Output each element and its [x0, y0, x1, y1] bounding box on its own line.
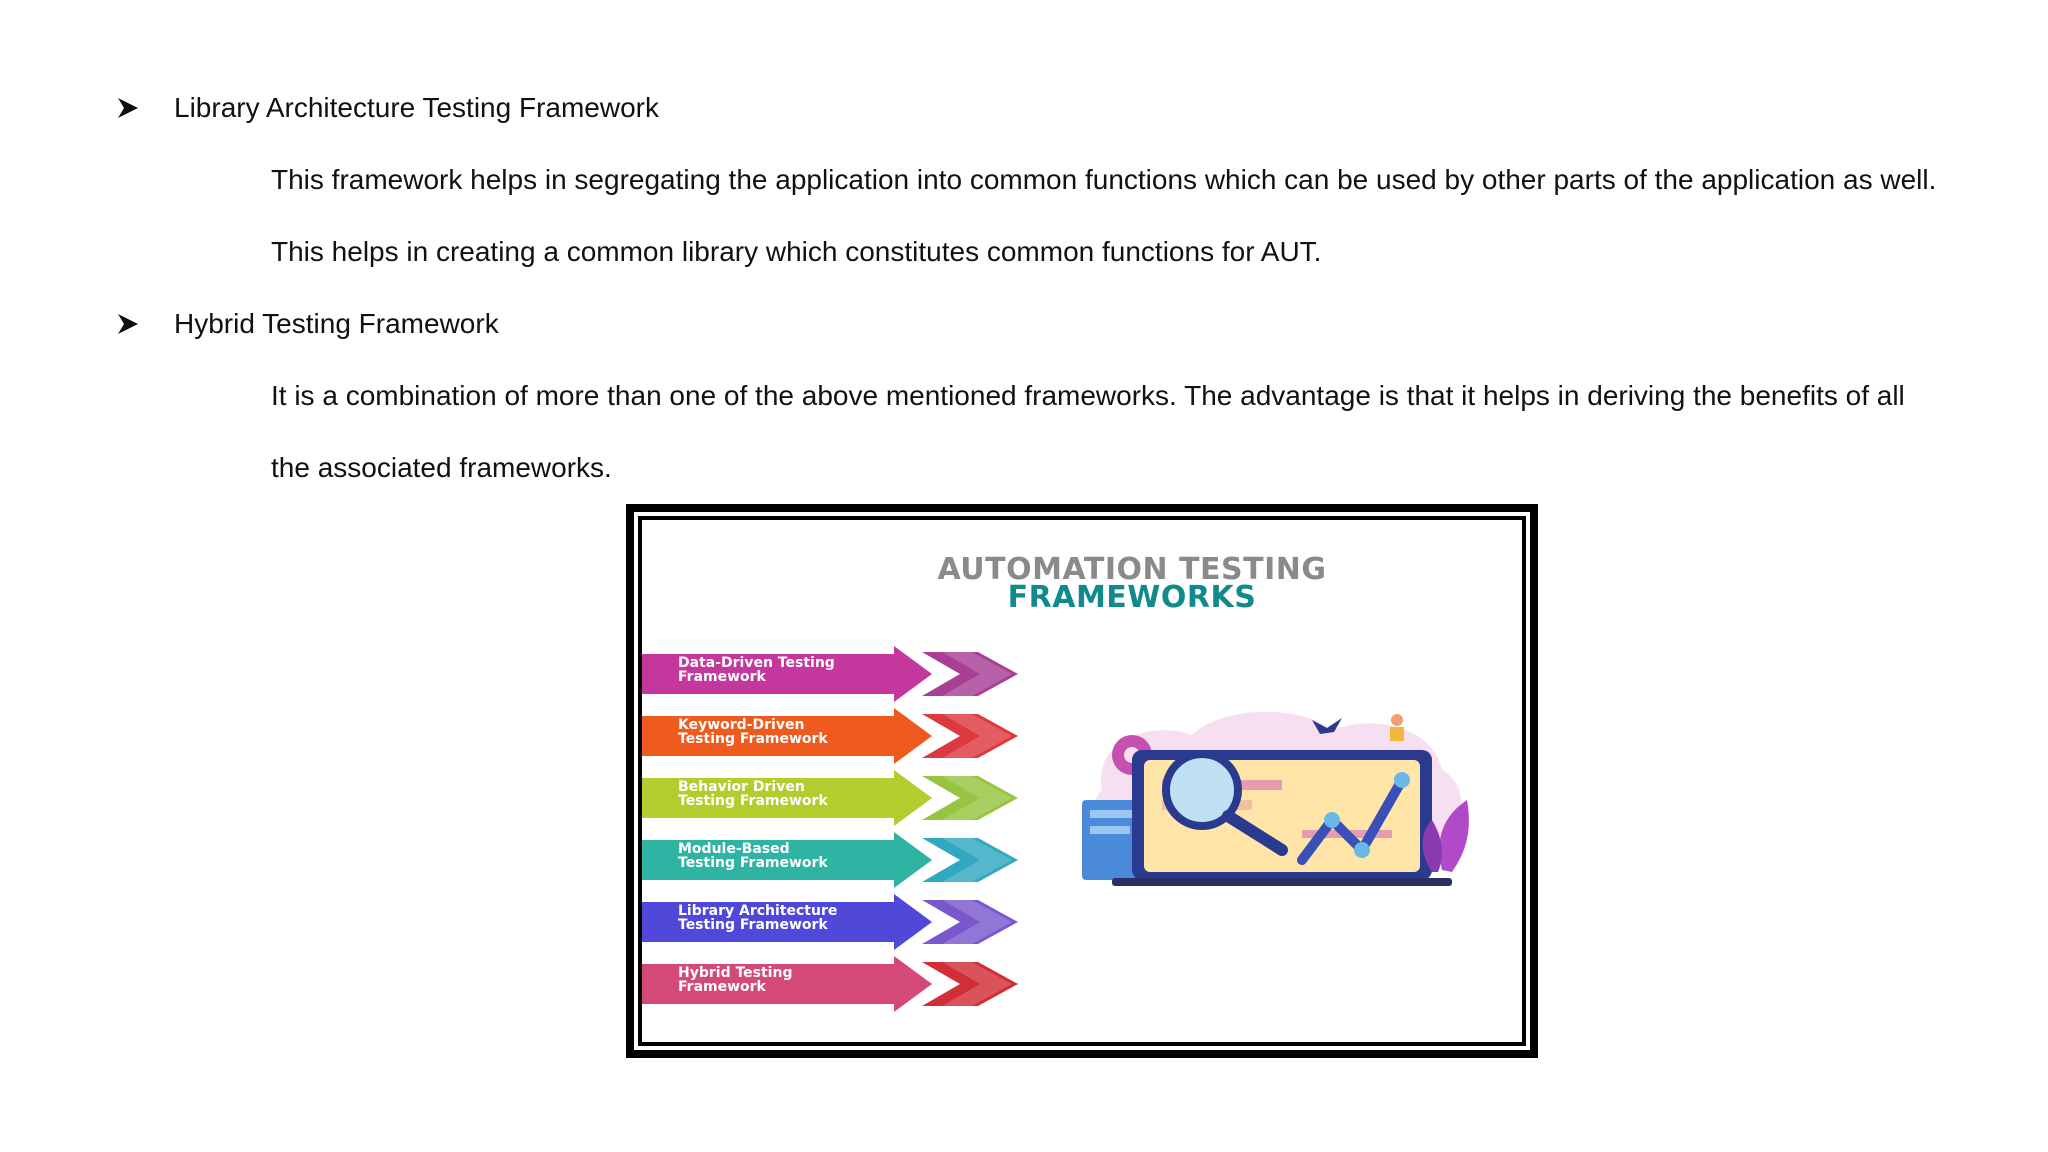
arrowhead-bullet-icon: [116, 312, 140, 336]
framework-arrow-label: Module-Based Testing Framework: [678, 841, 828, 871]
framework-arrow-label: Data-Driven Testing Framework: [678, 655, 835, 685]
framework-arrow: [642, 894, 1028, 950]
figure-canvas: [638, 516, 1526, 1046]
framework-arrow: [642, 708, 1028, 764]
framework-arrow-label: Behavior Driven Testing Framework: [678, 779, 828, 809]
framework-arrow: [642, 770, 1028, 826]
paragraph: This helps in creating a common library which constitutes common functions for AUT.: [271, 236, 1322, 267]
framework-arrow-label: Library Architecture Testing Framework: [678, 903, 838, 933]
paragraph: the associated frameworks.: [271, 452, 612, 483]
laptop-magnifier-robot-arm-illustration: [1072, 700, 1492, 900]
section-heading: Hybrid Testing Framework: [174, 308, 499, 339]
framework-arrow-label: Keyword-Driven Testing Framework: [678, 717, 828, 747]
framework-arrow-label: Hybrid Testing Framework: [678, 965, 793, 995]
bullet-hybrid-testing: [116, 306, 499, 342]
arrowhead-bullet-icon: [116, 96, 140, 120]
bullet-library-architecture: [116, 90, 659, 126]
section-heading: Library Architecture Testing Framework: [174, 92, 659, 123]
paragraph: This framework helps in segregating the application into common functions which can be used by other parts of the application as well.: [271, 164, 1937, 195]
framework-figure: [626, 504, 1538, 1058]
figure-title-line2: FRAMEWORKS: [1007, 580, 1257, 615]
framework-arrow: [642, 956, 1028, 1012]
figure-title-line1: AUTOMATION TESTING: [937, 552, 1327, 587]
paragraph: It is a combination of more than one of the above mentioned frameworks. The advantage is that it helps in deriving the benefits of all: [271, 380, 1905, 411]
framework-arrow: [642, 832, 1028, 888]
framework-arrow: [642, 646, 1028, 702]
